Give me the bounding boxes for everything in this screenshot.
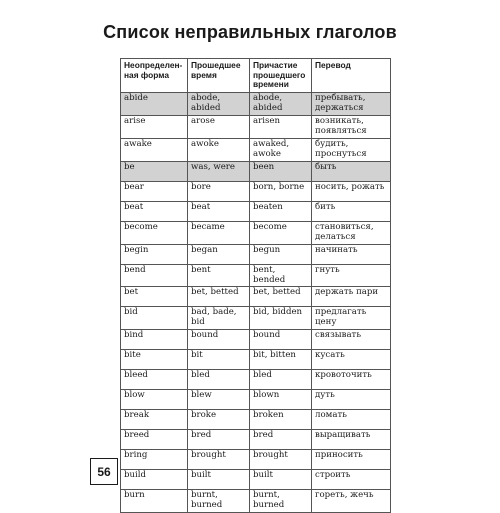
cell-past-participle: burnt, burned xyxy=(250,490,312,513)
cell-base-form: bring xyxy=(121,450,188,470)
table-row xyxy=(121,307,391,330)
cell-translation: гнуть xyxy=(312,265,391,287)
cell-past-participle: abode, abided xyxy=(250,93,312,116)
table-row xyxy=(121,470,391,490)
cell-base-form: blow xyxy=(121,390,188,410)
cell-translation: приносить xyxy=(312,450,391,470)
cell-past-tense: began xyxy=(188,245,250,265)
cell-past-tense: built xyxy=(188,470,250,490)
cell-past-participle: been xyxy=(250,162,312,182)
cell-translation: строить xyxy=(312,470,391,490)
table-row xyxy=(121,390,391,410)
cell-translation: кусать xyxy=(312,350,391,370)
table-row xyxy=(121,350,391,370)
cell-past-tense: was, were xyxy=(188,162,250,182)
table-row xyxy=(121,222,391,245)
cell-translation: связывать xyxy=(312,330,391,350)
cell-past-tense: bit xyxy=(188,350,250,370)
cell-base-form: begin xyxy=(121,245,188,265)
cell-past-participle: bit, bitten xyxy=(250,350,312,370)
table-row xyxy=(121,202,391,222)
cell-past-participle: bid, bidden xyxy=(250,307,312,330)
cell-past-tense: bred xyxy=(188,430,250,450)
cell-past-tense: bled xyxy=(188,370,250,390)
table-row xyxy=(121,450,391,470)
table-row xyxy=(121,287,391,307)
cell-translation: держать пари xyxy=(312,287,391,307)
cell-base-form: bear xyxy=(121,182,188,202)
table-row xyxy=(121,490,391,513)
cell-past-tense: burnt, burned xyxy=(188,490,250,513)
table-row xyxy=(121,410,391,430)
page-title: Список неправильных глаголов xyxy=(103,22,397,42)
table-row xyxy=(121,116,391,139)
cell-translation: быть xyxy=(312,162,391,182)
header-translation: Перевод xyxy=(312,59,391,93)
cell-past-participle: beaten xyxy=(250,202,312,222)
header-past-participle: Причастие прошедшего времени xyxy=(250,59,312,93)
cell-past-participle: born, borne xyxy=(250,182,312,202)
table-row xyxy=(121,430,391,450)
cell-past-participle: arisen xyxy=(250,116,312,139)
cell-base-form: bend xyxy=(121,265,188,287)
cell-past-tense: bound xyxy=(188,330,250,350)
cell-past-tense: blew xyxy=(188,390,250,410)
cell-base-form: bind xyxy=(121,330,188,350)
cell-base-form: burn xyxy=(121,490,188,513)
cell-base-form: be xyxy=(121,162,188,182)
cell-base-form: abide xyxy=(121,93,188,116)
cell-translation: бить xyxy=(312,202,391,222)
cell-translation: будить, проснуться xyxy=(312,139,391,162)
cell-base-form: breed xyxy=(121,430,188,450)
cell-base-form: bite xyxy=(121,350,188,370)
cell-translation: возникать, появляться xyxy=(312,116,391,139)
cell-translation: носить, рожать xyxy=(312,182,391,202)
cell-past-participle: bled xyxy=(250,370,312,390)
table-row xyxy=(121,245,391,265)
cell-past-participle: become xyxy=(250,222,312,245)
cell-base-form: awake xyxy=(121,139,188,162)
cell-past-tense: brought xyxy=(188,450,250,470)
page-number: 56 xyxy=(90,458,118,485)
cell-past-participle: bred xyxy=(250,430,312,450)
header-past-tense: Прошедшее время xyxy=(188,59,250,93)
cell-past-participle: bound xyxy=(250,330,312,350)
cell-translation: дуть xyxy=(312,390,391,410)
cell-past-participle: bent, bended xyxy=(250,265,312,287)
table-row xyxy=(121,139,391,162)
cell-base-form: become xyxy=(121,222,188,245)
cell-past-tense: abode, abided xyxy=(188,93,250,116)
cell-past-participle: brought xyxy=(250,450,312,470)
cell-past-tense: bore xyxy=(188,182,250,202)
cell-translation: становиться, делаться xyxy=(312,222,391,245)
cell-translation: пребывать, держаться xyxy=(312,93,391,116)
table-row xyxy=(121,182,391,202)
cell-base-form: arise xyxy=(121,116,188,139)
table-row xyxy=(121,265,391,287)
cell-past-participle: built xyxy=(250,470,312,490)
table-row xyxy=(121,93,391,116)
cell-base-form: bid xyxy=(121,307,188,330)
cell-past-tense: awoke xyxy=(188,139,250,162)
cell-past-participle: awaked, awoke xyxy=(250,139,312,162)
cell-base-form: beat xyxy=(121,202,188,222)
table-header-row xyxy=(121,59,391,93)
cell-past-tense: bent xyxy=(188,265,250,287)
cell-past-tense: bet, betted xyxy=(188,287,250,307)
cell-past-tense: broke xyxy=(188,410,250,430)
cell-past-tense: became xyxy=(188,222,250,245)
cell-base-form: bet xyxy=(121,287,188,307)
irregular-verbs-table xyxy=(120,58,391,513)
cell-past-tense: beat xyxy=(188,202,250,222)
cell-translation: кровоточить xyxy=(312,370,391,390)
cell-translation: выращивать xyxy=(312,430,391,450)
cell-base-form: bleed xyxy=(121,370,188,390)
cell-translation: начинать xyxy=(312,245,391,265)
table-body xyxy=(121,93,391,513)
table-row xyxy=(121,330,391,350)
table-row xyxy=(121,370,391,390)
cell-past-participle: bet, betted xyxy=(250,287,312,307)
cell-past-participle: broken xyxy=(250,410,312,430)
cell-past-tense: arose xyxy=(188,116,250,139)
cell-past-tense: bad, bade, bid xyxy=(188,307,250,330)
cell-translation: гореть, жечь xyxy=(312,490,391,513)
cell-translation: предлагать цену xyxy=(312,307,391,330)
cell-base-form: break xyxy=(121,410,188,430)
cell-base-form: build xyxy=(121,470,188,490)
header-base-form: Неопределен- ная форма xyxy=(121,59,188,93)
cell-translation: ломать xyxy=(312,410,391,430)
table-row xyxy=(121,162,391,182)
cell-past-participle: blown xyxy=(250,390,312,410)
cell-past-participle: begun xyxy=(250,245,312,265)
